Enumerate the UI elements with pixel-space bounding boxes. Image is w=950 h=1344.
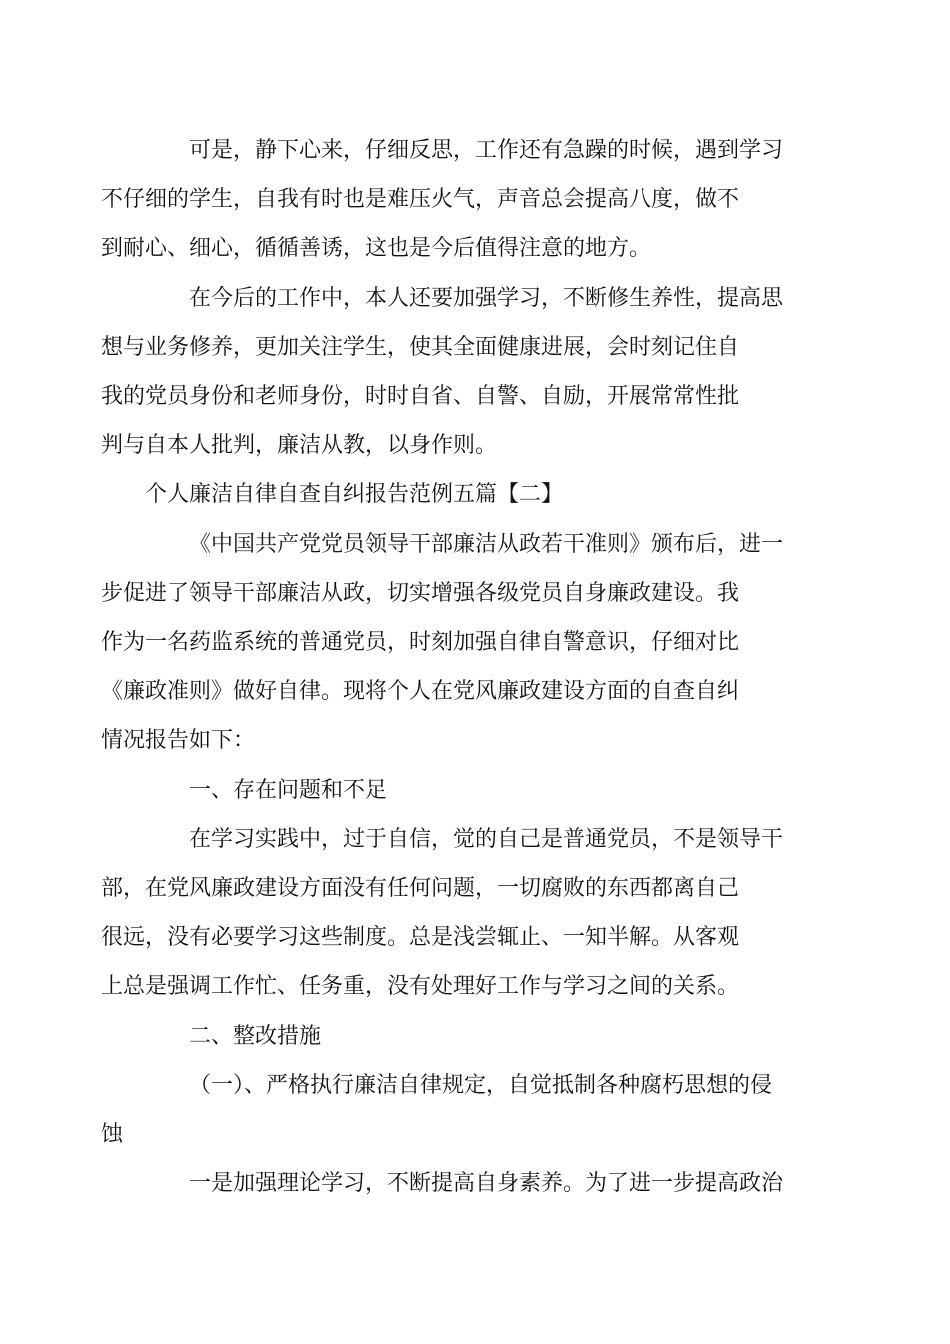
text-line: 情况报告如下： (101, 728, 256, 754)
heading-problems (145, 766, 809, 815)
text-line: 《中国共产党党员领导干部廉洁从政若干准则》颁布后，进一 (189, 531, 784, 557)
text-line: （一）、严格执行廉洁自律规定，自觉抵制各种腐朽思想的侵 (189, 1072, 773, 1098)
text-line: 作为一名药监系统的普通党员，时刻加强自律自警意识，仔细对比 (101, 630, 740, 656)
text-line: 想与业务修养，更加关注学生，使其全面健康进展，会时刻记住自 (101, 334, 740, 360)
paragraph-future-work (101, 274, 809, 471)
paragraph-measure-one (101, 1061, 809, 1159)
paragraph-reflection (101, 126, 809, 274)
text-line: 在今后的工作中，本人还要加强学习，不断修生养性，提高思 (189, 285, 784, 311)
text-line: 判与自本人批判，廉洁从教，以身作则。 (101, 433, 498, 459)
text-line: 一、存在问题和不足 (189, 777, 388, 803)
text-line: 在学习实践中，过于自信，觉的自己是普通党员，不是领导干 (189, 826, 784, 852)
text-line: 部，在党风廉政建设方面没有任何问题，一切腐败的东西都离自己 (101, 876, 740, 902)
text-line: 很远，没有必要学习这些制度。总是浅尝辄止、一知半解。从客观 (101, 925, 740, 951)
paragraph-intro (101, 520, 809, 766)
text-line: 步促进了领导干部廉洁从政，切实增强各级党员自身廉政建设。我 (101, 580, 740, 606)
text-line: 我的党员身份和老师身份，时时自省、自警、自励，开展常常性批 (101, 384, 740, 410)
section-title (145, 470, 809, 519)
text-line: 上总是强调工作忙、任务重，没有处理好工作与学习之间的关系。 (101, 974, 740, 1000)
text-line: 到耐心、细心，循循善诱，这也是今后值得注意的地方。 (101, 236, 652, 262)
text-line: 个人廉洁自律自查自纠报告范例五篇【二】 (145, 482, 564, 508)
text-line: 二、整改措施 (189, 1023, 322, 1049)
paragraph-theory-study (145, 1159, 809, 1208)
text-line: 一是加强理论学习，不断提高自身素养。为了进一步提高政治 (189, 1171, 784, 1197)
text-line: 《廉政准则》做好自律。现将个人在党风廉政建设方面的自查自纠 (101, 679, 740, 705)
text-line: 蚀 (101, 1122, 124, 1148)
heading-measures (145, 1012, 809, 1061)
text-line: 可是，静下心来，仔细反思，工作还有急躁的时候，遇到学习 (189, 138, 784, 163)
document-body (101, 126, 809, 1208)
text-line: 不仔细的学生，自我有时也是难压火气，声音总会提高八度，做不 (101, 187, 740, 213)
paragraph-problems (101, 815, 809, 1012)
